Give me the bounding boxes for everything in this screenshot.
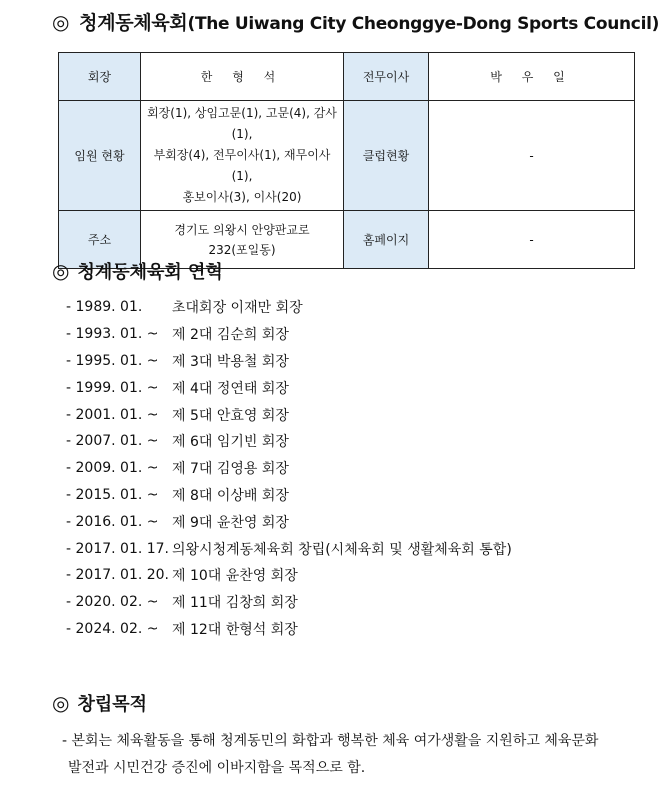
title-korean: 청계동체육회 bbox=[79, 12, 188, 34]
purpose-line: 발전과 시민건강 증진에 이바지함을 목적으로 함. bbox=[68, 760, 366, 776]
history-desc: 제 12대 한형석 회장 bbox=[172, 621, 298, 638]
history-date: - 1995. 01. ~ bbox=[66, 352, 159, 369]
address-line: 경기도 의왕시 안양판교로 bbox=[174, 222, 310, 237]
label-address: 주소 bbox=[59, 211, 141, 269]
history-date: - 2009. 01. ~ bbox=[66, 460, 159, 477]
history-heading bbox=[52, 258, 223, 284]
history-date: - 2017. 01. 17. bbox=[66, 540, 170, 557]
list-item bbox=[66, 294, 512, 321]
history-desc: 제 4대 정연태 회장 bbox=[172, 380, 289, 397]
history-desc: 제 5대 안효영 회장 bbox=[172, 407, 289, 424]
history-desc: 의왕시청계동체육회 창립(시체육회 및 생활체육회 통합) bbox=[172, 541, 512, 558]
label-clubs: 클럽현황 bbox=[344, 101, 429, 211]
table-row bbox=[59, 53, 635, 101]
history-date: - 2015. 01. ~ bbox=[66, 486, 159, 503]
page-title bbox=[52, 8, 662, 35]
officers-line: 부회장(4), 전무이사(1), 재무이사(1), bbox=[153, 148, 331, 183]
history-title: 청계동체육회 연혁 bbox=[77, 262, 223, 283]
history-desc: 제 10대 윤찬영 회장 bbox=[172, 568, 298, 585]
history-date: - 1989. 01. bbox=[66, 299, 143, 316]
double-circle-icon: ◎ bbox=[52, 691, 70, 715]
history-desc: 제 8대 이상배 회장 bbox=[172, 487, 289, 504]
history-date: - 2017. 01. 20. bbox=[66, 567, 170, 584]
history-desc: 제 9대 윤찬영 회장 bbox=[172, 514, 289, 531]
history-desc: 제 6대 임기빈 회장 bbox=[172, 434, 289, 451]
label-officers: 임원 현황 bbox=[59, 101, 141, 211]
value-president: 한 형 석 bbox=[141, 53, 344, 101]
history-desc: 초대회장 이재만 회장 bbox=[172, 300, 303, 317]
history-date: - 1999. 01. ~ bbox=[66, 379, 159, 396]
title-english: (The Uiwang City Cheonggye-Dong Sports Council) bbox=[187, 14, 660, 34]
table-row bbox=[59, 101, 635, 211]
history-date: - 2020. 02. ~ bbox=[66, 594, 159, 611]
history-date: - 2007. 01. ~ bbox=[66, 433, 159, 450]
double-circle-icon: ◎ bbox=[52, 259, 70, 283]
list-item bbox=[66, 428, 512, 455]
purpose-title: 창립목적 bbox=[77, 694, 148, 715]
address-line: 232(포일동) bbox=[208, 242, 276, 257]
list-item bbox=[66, 374, 512, 401]
list-item bbox=[66, 455, 512, 482]
history-date: - 2016. 01. ~ bbox=[66, 513, 159, 530]
list-item bbox=[66, 616, 512, 643]
list-item bbox=[66, 401, 512, 428]
history-desc: 제 2대 김순희 회장 bbox=[172, 327, 289, 344]
value-homepage: - bbox=[429, 211, 635, 269]
list-item bbox=[66, 562, 512, 589]
purpose-heading bbox=[52, 690, 147, 716]
history-date: - 2024. 02. ~ bbox=[66, 620, 159, 637]
value-officers bbox=[141, 101, 344, 211]
history-list bbox=[66, 294, 512, 642]
list-item bbox=[66, 482, 512, 509]
purpose-text bbox=[62, 728, 662, 782]
history-date: - 1993. 01. ~ bbox=[66, 326, 159, 343]
double-circle-icon: ◎ bbox=[52, 9, 70, 34]
label-president: 회장 bbox=[59, 53, 141, 101]
purpose-line: - 본회는 체육활동을 통해 청계동민의 화합과 행복한 체육 여가생활을 지원하고 체육문화 bbox=[62, 733, 599, 749]
officers-line: 회장(1), 상임고문(1), 고문(4), 감사(1), bbox=[147, 106, 337, 141]
history-desc: 제 11대 김창희 회장 bbox=[172, 595, 298, 612]
list-item bbox=[66, 508, 512, 535]
value-executive-director: 박 우 일 bbox=[429, 53, 635, 101]
history-desc: 제 7대 김영용 회장 bbox=[172, 461, 289, 478]
list-item bbox=[66, 589, 512, 616]
list-item bbox=[66, 321, 512, 348]
history-date: - 2001. 01. ~ bbox=[66, 406, 159, 423]
list-item bbox=[66, 348, 512, 375]
officers-line: 홍보이사(3), 이사(20) bbox=[182, 190, 302, 204]
list-item bbox=[66, 535, 512, 562]
info-table bbox=[58, 52, 635, 269]
history-desc: 제 3대 박용철 회장 bbox=[172, 353, 289, 370]
label-executive-director: 전무이사 bbox=[344, 53, 429, 101]
label-homepage: 홈페이지 bbox=[344, 211, 429, 269]
value-clubs: - bbox=[429, 101, 635, 211]
